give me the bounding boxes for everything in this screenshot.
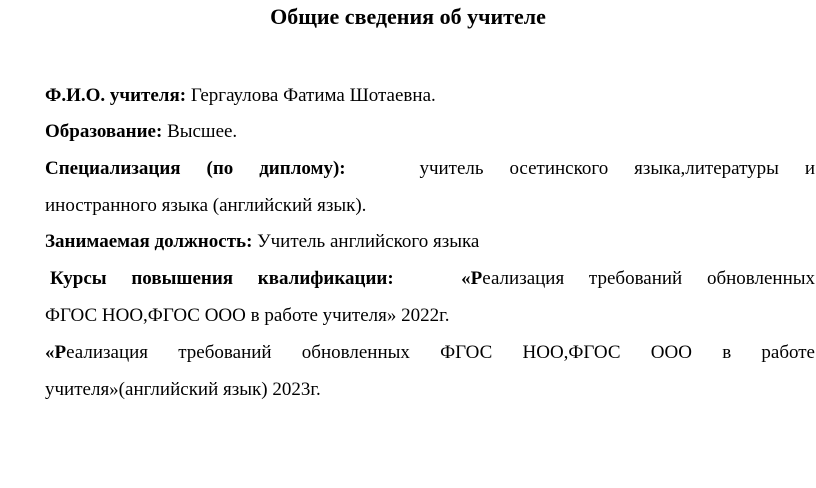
fio-value: Гергаулова Фатима Шотаевна. (190, 85, 436, 106)
education-line (45, 120, 816, 144)
courses-line-1 (50, 267, 815, 291)
education-value: Высшее. (167, 121, 238, 142)
courses-label: Курсы повышения квалификации: (50, 268, 394, 289)
course2-line-2 (45, 378, 816, 402)
course2-line-1 (45, 341, 815, 365)
course2-quote-open: «Р (45, 342, 67, 363)
specialization-line-1 (45, 157, 815, 181)
page-title: Общие сведения об учителе (270, 4, 546, 29)
fio-line (45, 84, 816, 108)
fio-label: Ф.И.О. учителя: (45, 85, 187, 106)
education-label: Образование: (45, 121, 163, 142)
position-line (45, 230, 816, 254)
position-label: Занимаемая должность: (45, 231, 253, 252)
position-value: Учитель английского языка (257, 231, 480, 252)
course1-line2: ФГОС НОО,ФГОС ООО в работе учителя» (45, 305, 397, 326)
course1-quote-open: «Р (461, 268, 483, 289)
courses-line-2 (45, 304, 816, 328)
specialization-value-1: учитель осетинского языка,литературы и (419, 158, 815, 179)
course1-line1: еализация требований обновленных (482, 268, 816, 289)
course2-line2: учителя»(английский язык) 2023г. (45, 379, 321, 400)
specialization-line-2 (45, 194, 816, 218)
course1-year: 2022г. (401, 305, 450, 326)
specialization-label: Специализация (по диплому): (45, 158, 346, 179)
specialization-value-2: иностранного языка (английский язык). (45, 195, 367, 216)
course2-line1: еализация требований обновленных ФГОС НОО,ФГОС ООО в работе (66, 342, 815, 363)
